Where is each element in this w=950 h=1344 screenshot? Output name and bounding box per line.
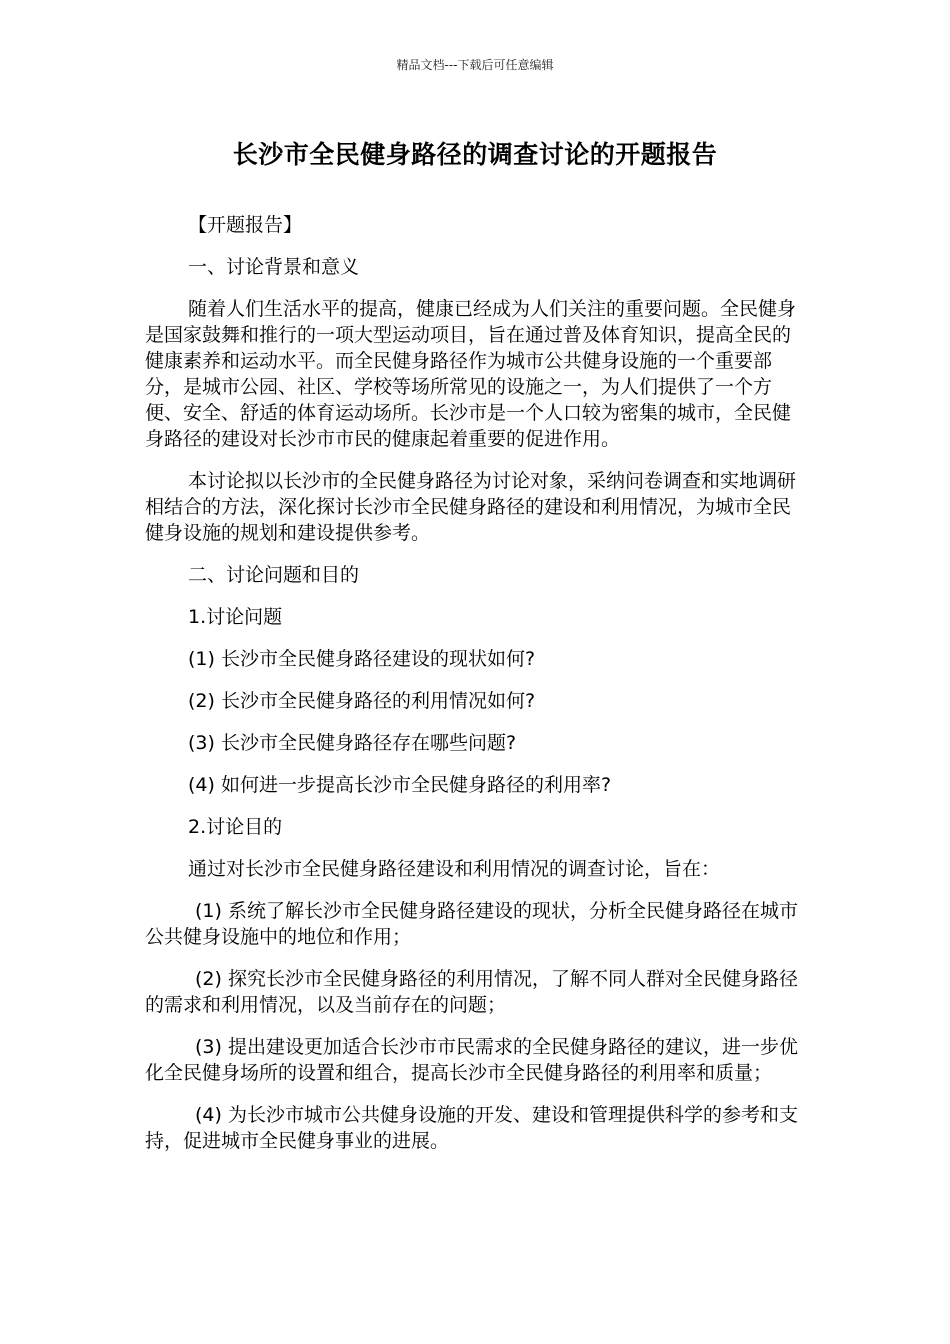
question-item: (3) 长沙市全民健身路径存在哪些问题? (188, 732, 517, 754)
goals-heading: 2.讨论目的 (188, 816, 283, 838)
document-body (145, 212, 805, 1170)
section1-heading: 一、讨论背景和意义 (188, 256, 360, 278)
question-item: (4) 如何进一步提高长沙市全民健身路径的利用率? (188, 774, 612, 796)
goal-item: (2) 探究长沙市全民健身路径的利用情况，了解不同人群对全民健身路径的需求和利用情况，以及当前存在的问题； (145, 968, 798, 1016)
report-label: 【开题报告】 (188, 214, 303, 236)
question-item: (1) 长沙市全民健身路径建设的现状如何? (188, 648, 536, 670)
page-header: 精品文档---下载后可任意编辑 (396, 58, 554, 72)
section2-heading: 二、讨论问题和目的 (188, 564, 360, 586)
section1-paragraph-1: 随着人们生活水平的提高，健康已经成为人们关注的重要问题。全民健身是国家鼓舞和推行的一项大型运动项目，旨在通过普及体育知识，提高全民的健康素养和运动水平。而全民健身路径作为城市公共健身设施的一个重要部分，是城市公园、社区、学校等场所常见的设施之一，为人们提供了一个方便、安全、舒适的体育运动场所。长沙市是一个人口较为密集的城市，全民健身路径的建设对长沙市市民的健康起着重要的促进作用。 (145, 298, 797, 450)
goal-item: (1) 系统了解长沙市全民健身路径建设的现状，分析全民健身路径在城市公共健身设施中的地位和作用； (145, 900, 798, 948)
document-title: 长沙市全民健身路径的调查讨论的开题报告 (232, 140, 718, 169)
question-item: (2) 长沙市全民健身路径的利用情况如何? (188, 690, 536, 712)
goal-item: (3) 提出建设更加适合长沙市市民需求的全民健身路径的建议，进一步优化全民健身场所的设置和组合，提高长沙市全民健身路径的利用率和质量； (145, 1036, 798, 1084)
goals-intro: 通过对长沙市全民健身路径建设和利用情况的调查讨论，旨在： (188, 858, 721, 880)
goal-item: (4) 为长沙市城市公共健身设施的开发、建设和管理提供科学的参考和支持，促进城市全民健身事业的进展。 (145, 1104, 798, 1152)
questions-heading: 1.讨论问题 (188, 606, 283, 628)
section1-paragraph-2: 本讨论拟以长沙市的全民健身路径为讨论对象，采纳问卷调查和实地调研相结合的方法，深化探讨长沙市全民健身路径的建设和利用情况，为城市全民健身设施的规划和建设提供参考。 (145, 470, 797, 544)
